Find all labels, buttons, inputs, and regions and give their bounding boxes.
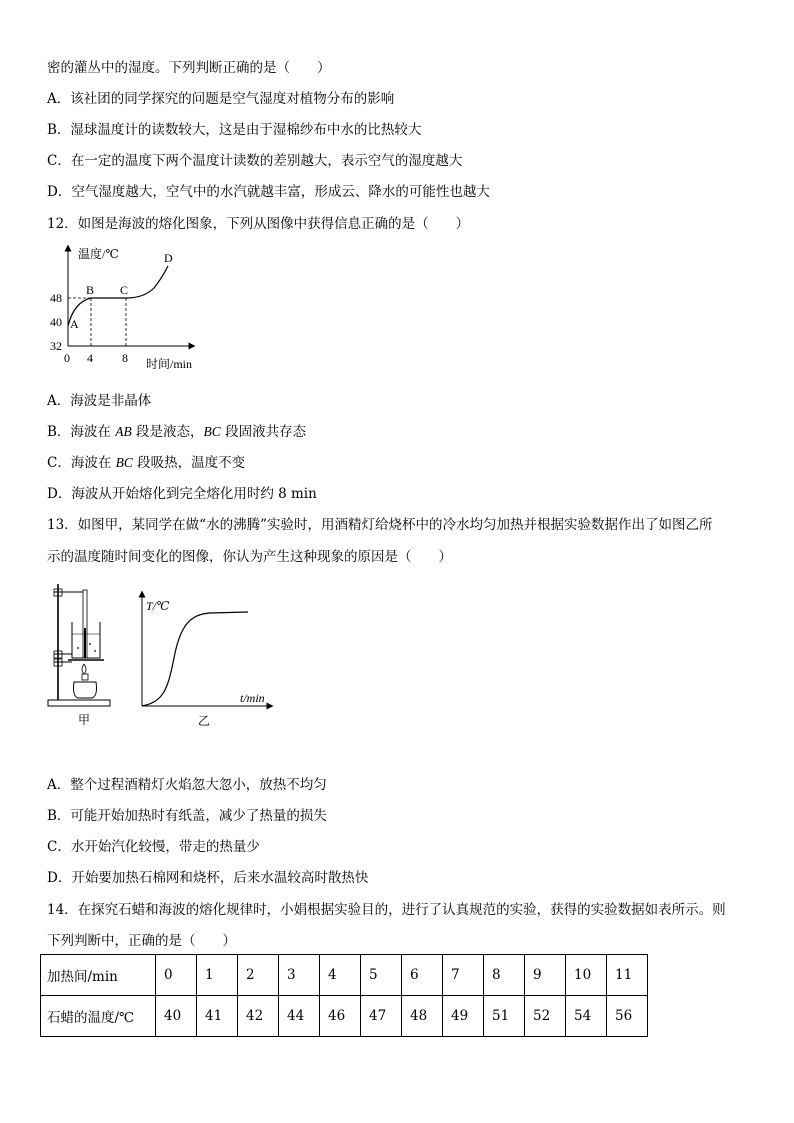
q12-x-tick-8: 8 [122, 351, 128, 365]
table-cell: 5 [361, 955, 402, 996]
table-cell: 10 [566, 955, 607, 996]
q12-y-tick-40: 40 [50, 315, 62, 329]
table-cell: 47 [361, 996, 402, 1037]
q13-temperature-curve [142, 612, 248, 706]
q14-stem-line1: 14．在探究石蜡和海波的熔化规律时，小娟根据实验目的，进行了认真规范的实验，获得的实验数据如表所示。则 [47, 902, 726, 918]
table-cell: 6 [402, 955, 443, 996]
table-cell: 1 [197, 955, 238, 996]
q13-figure-yi-graph [128, 586, 278, 731]
q12-point-c: C [120, 283, 129, 297]
q14-data-table [40, 954, 648, 1037]
table-cell: 54 [566, 996, 607, 1037]
table-cell: 7 [443, 955, 484, 996]
q11-option-b: B．湿球温度计的读数较大，这是由于湿棉纱布中水的比热较大 [47, 122, 422, 138]
q12-melting-graph [44, 240, 224, 375]
table-cell: 44 [279, 996, 320, 1037]
q13-stem-line1: 13．如图甲，某同学在做“水的沸腾”实验时，用酒精灯给烧杯中的冷水均匀加热并根据实验数据作出了如图乙所 [47, 517, 713, 533]
q13-label-jia: 甲 [78, 713, 91, 727]
table-cell: 0 [156, 955, 197, 996]
q11-option-d: D．空气湿度越大，空气中的水汽就越丰富，形成云、降水的可能性也越大 [47, 184, 490, 200]
table-cell: 42 [238, 996, 279, 1037]
q12-point-d: D [164, 251, 173, 265]
table-row [41, 955, 648, 996]
table-header-time: 加热间/min [41, 955, 156, 996]
q12-x-tick-4: 4 [87, 351, 93, 365]
q12-option-c: C．海波在 BC 段吸热，温度不变 [47, 455, 246, 471]
table-cell: 4 [320, 955, 361, 996]
q13-option-c: C．水开始汽化较慢，带走的热量少 [47, 839, 260, 855]
table-cell: 49 [443, 996, 484, 1037]
q11-stem-tail: 密的灌丛中的湿度。下列判断正确的是（ ） [47, 60, 331, 76]
q12-y-tick-32: 32 [50, 339, 62, 353]
q11-option-a: A．该社团的同学探究的问题是空气湿度对植物分布的影响 [47, 91, 395, 107]
table-header-wax-temperature: 石蜡的温度/℃ [41, 996, 156, 1037]
q13-stem-line2: 示的温度随时间变化的图像，你认为产生这种现象的原因是（ ） [47, 549, 452, 565]
q13-x-label: t/min [240, 691, 265, 705]
q11-option-c: C．在一定的温度下两个温度计读数的差别越大，表示空气的湿度越大 [47, 153, 463, 169]
q13-figure-jia-apparatus [44, 578, 120, 728]
table-cell: 11 [607, 955, 648, 996]
q13-label-yi: 乙 [198, 714, 211, 728]
table-cell: 8 [484, 955, 525, 996]
q12-option-d: D．海波从开始熔化到完全熔化用时约 8 min [47, 486, 317, 502]
q12-y-tick-48: 48 [50, 291, 62, 305]
table-cell: 56 [607, 996, 648, 1037]
q13-y-label: T/℃ [146, 599, 170, 613]
table-cell: 9 [525, 955, 566, 996]
q13-option-a: A．整个过程酒精灯火焰忽大忽小，放热不均匀 [47, 777, 327, 793]
table-cell: 46 [320, 996, 361, 1037]
q13-option-d: D．开始要加热石棉网和烧杯，后来水温较高时散热快 [47, 870, 369, 886]
table-cell: 51 [484, 996, 525, 1037]
q12-y-label: 温度/℃ [78, 247, 119, 261]
q12-stem: 12．如图是海波的熔化图象，下列从图像中获得信息正确的是（ ） [47, 216, 470, 232]
table-cell: 41 [197, 996, 238, 1037]
q12-x-label: 时间/min [146, 357, 193, 371]
q12-point-a: A [70, 317, 79, 331]
q12-melting-curve [68, 266, 168, 326]
table-cell: 3 [279, 955, 320, 996]
q14-stem-line2: 下列判断中，正确的是（ ） [47, 933, 236, 949]
q12-point-b: B [86, 283, 95, 297]
table-cell: 2 [238, 955, 279, 996]
q13-option-b: B．可能开始加热时有纸盖，减少了热量的损失 [47, 808, 327, 824]
q12-option-a: A．海波是非晶体 [47, 393, 152, 409]
q12-option-b: B．海波在 AB 段是液态，BC 段固液共存态 [47, 424, 307, 440]
table-cell: 48 [402, 996, 443, 1037]
q12-x-tick-0: 0 [64, 351, 70, 365]
table-cell: 40 [156, 996, 197, 1037]
table-row [41, 996, 648, 1037]
table-cell: 52 [525, 996, 566, 1037]
